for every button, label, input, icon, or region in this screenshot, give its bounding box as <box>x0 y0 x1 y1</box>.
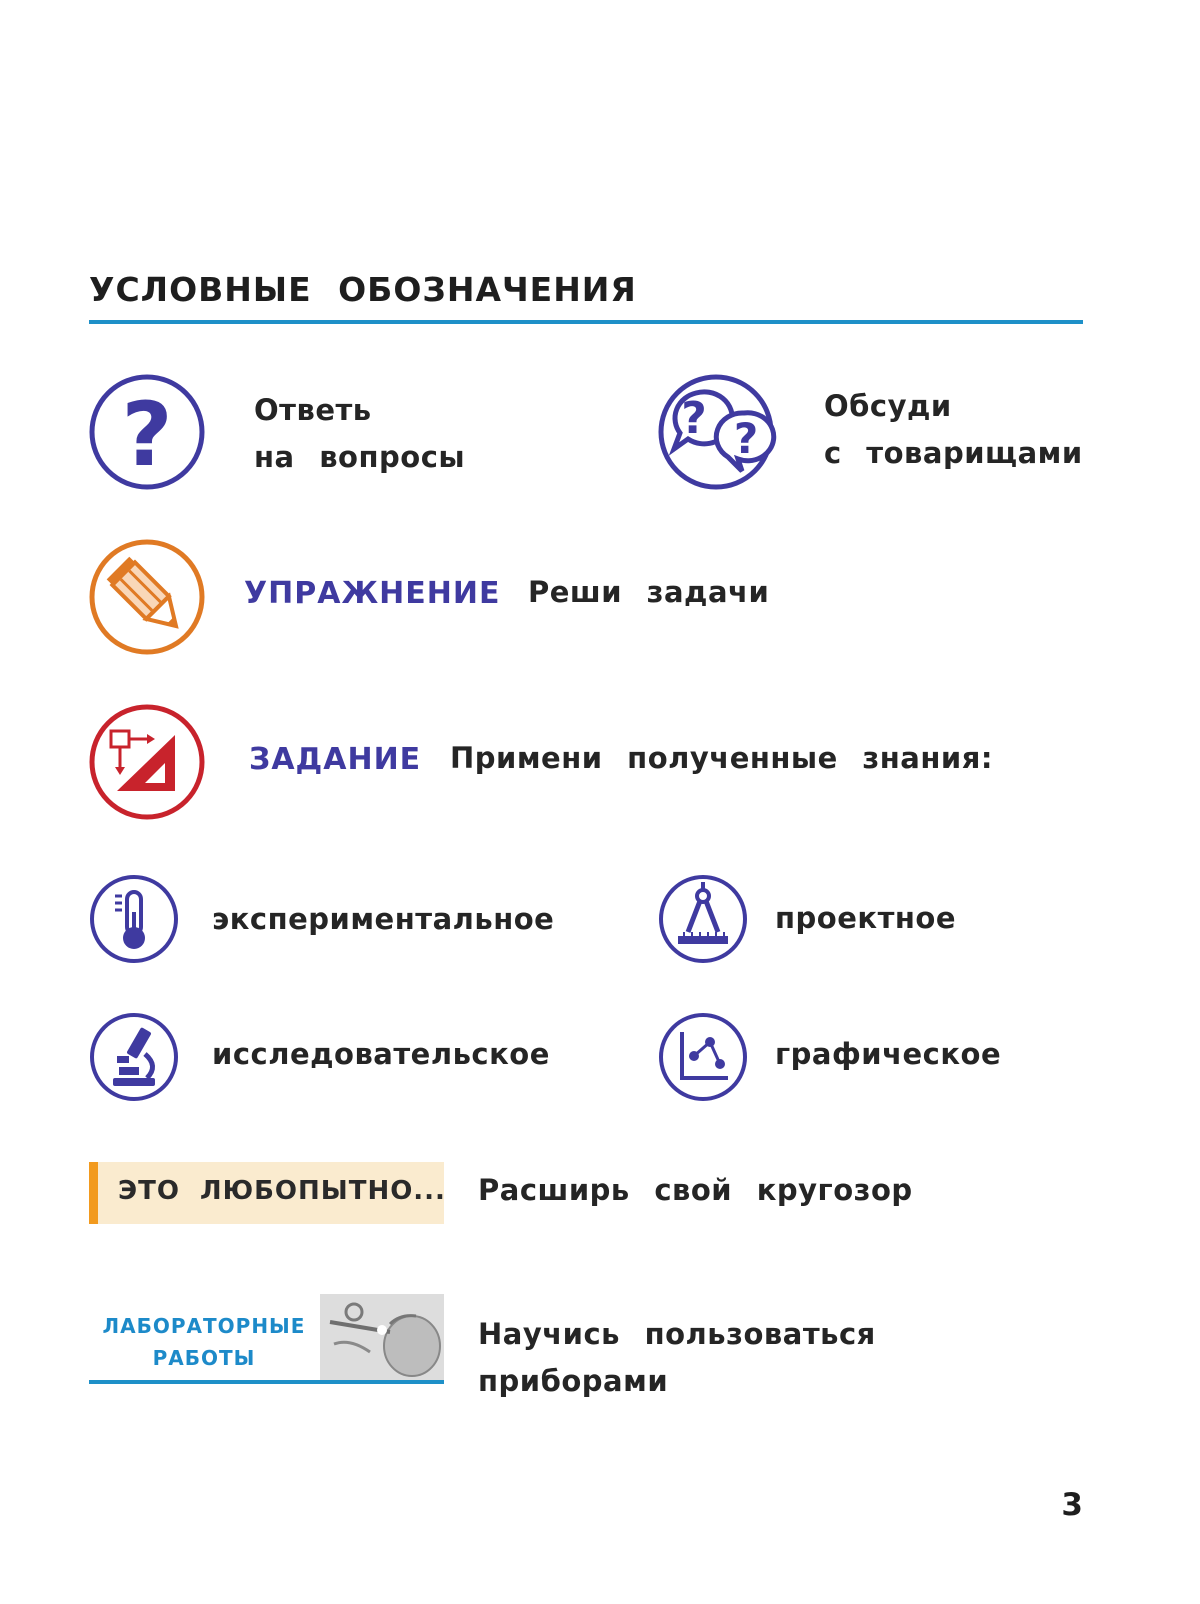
curious-label: ЭТО ЛЮБОПЫТНО... <box>118 1176 446 1206</box>
thermometer-icon <box>89 874 181 966</box>
question-icon <box>89 373 219 491</box>
flowchart-triangle-icon <box>89 703 219 821</box>
lab-label <box>89 1310 319 1374</box>
graph-icon <box>658 1012 750 1104</box>
task-type-project: проектное <box>775 901 957 935</box>
page-title: УСЛОВНЫЕ ОБОЗНАЧЕНИЯ <box>89 270 637 309</box>
lab-text-line1: Научись пользоваться <box>478 1317 876 1351</box>
page-number: 3 <box>1061 1487 1083 1523</box>
lab-label-line2: РАБОТЫ <box>152 1346 256 1370</box>
answer-line2: на вопросы <box>254 440 466 474</box>
lab-equipment-image <box>320 1294 444 1380</box>
compass-ruler-icon <box>658 874 750 966</box>
lab-divider <box>89 1380 444 1384</box>
exercise-keyword: УПРАЖНЕНИЕ <box>244 576 501 611</box>
title-divider <box>89 320 1083 324</box>
task-keyword: ЗАДАНИЕ <box>249 742 422 777</box>
discuss-line2: с товарищами <box>824 436 1083 470</box>
svg-text:?: ? <box>681 393 707 444</box>
microscope-icon <box>89 1012 181 1104</box>
task-type-research: исследовательское <box>212 1037 550 1071</box>
task-type-experimental: экспериментальное <box>212 902 555 936</box>
answer-line1: Ответь <box>254 393 372 427</box>
lab-text-line2: приборами <box>478 1364 669 1398</box>
lab-label-line1: ЛАБОРАТОРНЫЕ <box>102 1314 306 1338</box>
discuss-line1: Обсуди <box>824 389 952 423</box>
curious-text: Расширь свой кругозор <box>478 1173 913 1207</box>
task-type-graphic: графическое <box>775 1037 1002 1071</box>
svg-text:?: ? <box>733 414 759 463</box>
svg-text:?: ? <box>121 383 173 486</box>
discussion-bubbles-icon <box>658 373 798 491</box>
exercise-text: Реши задачи <box>528 575 770 609</box>
task-text: Примени полученные знания: <box>450 741 993 775</box>
pencil-icon <box>89 538 219 656</box>
